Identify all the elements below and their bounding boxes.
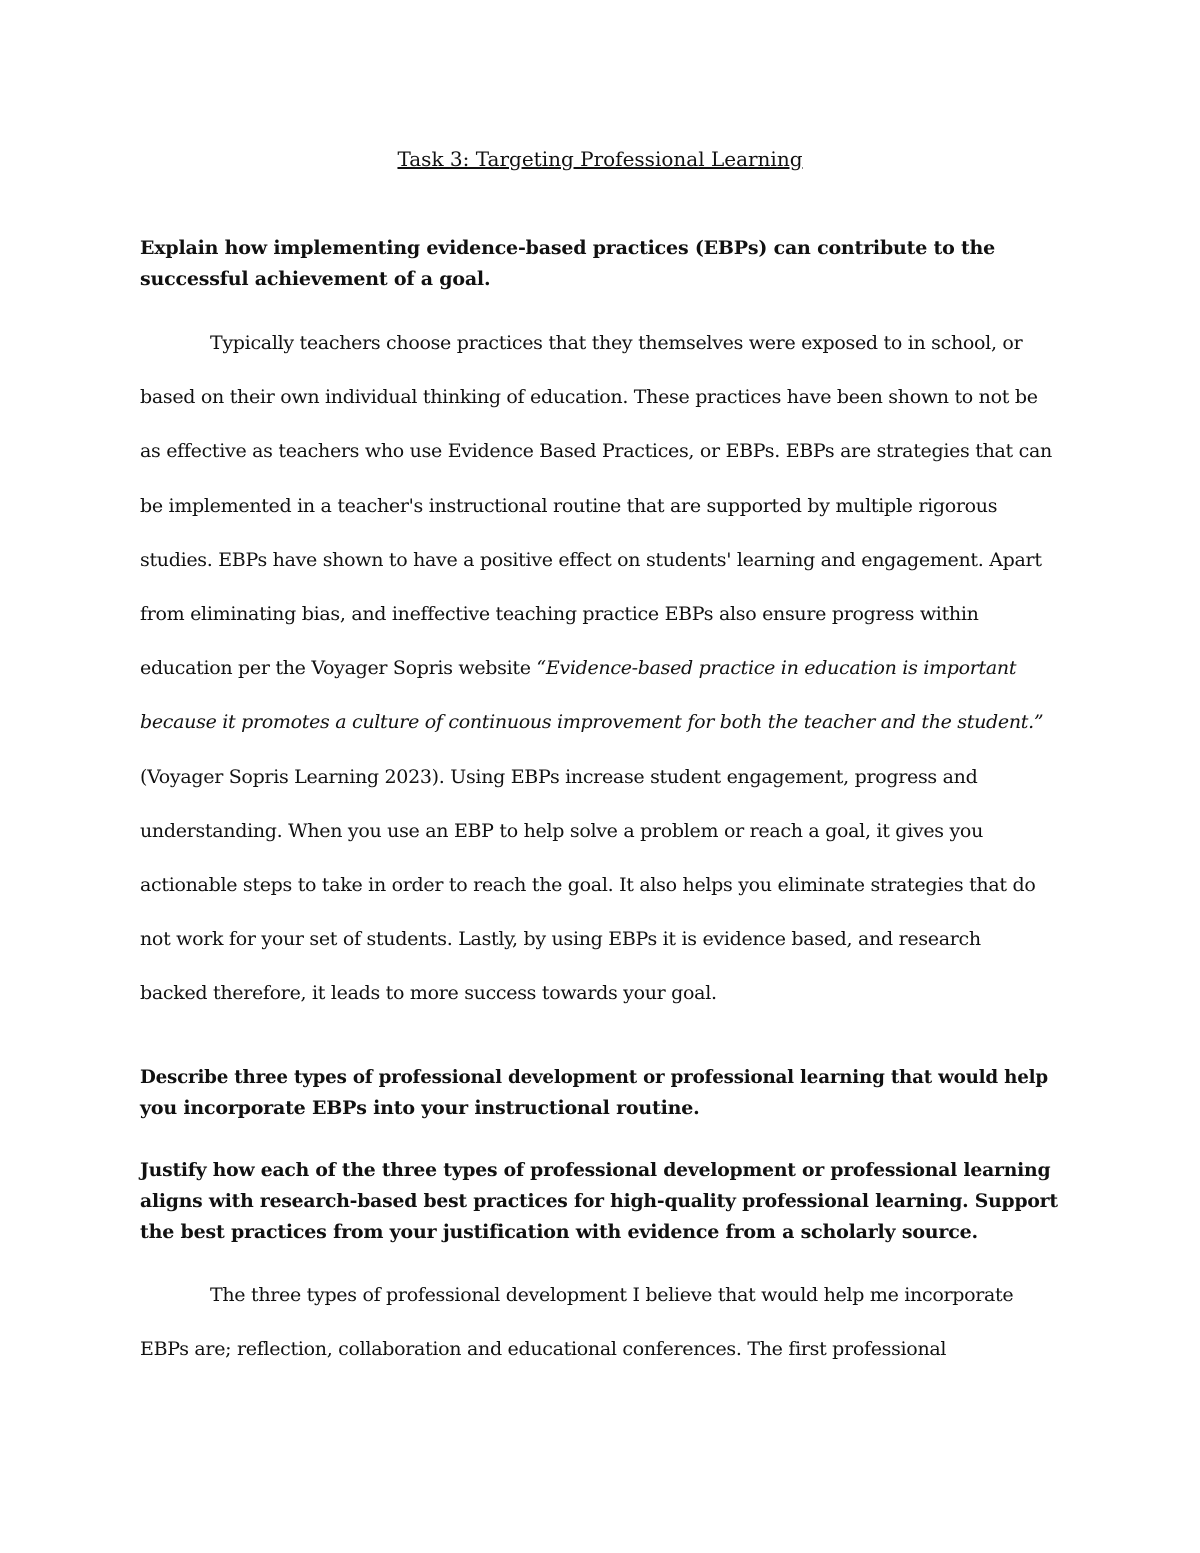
paragraph-1-line-4: be implemented in a teacher's instructional routine that are supported by multiple rigorous (140, 494, 998, 517)
document-title: Task 3: Targeting Professional Learning (397, 147, 803, 171)
question-1-line-1: Explain how implementing evidence-based practices (EBPs) can contribute to the (140, 237, 996, 259)
answer-paragraph-1 (140, 316, 1060, 1021)
paragraph-1-line-6: from eliminating bias, and ineffective teaching practice EBPs also ensure progress within (140, 603, 979, 626)
question-3-line-1: Justify how each of the three types of professional development or professional learning (140, 1159, 1051, 1181)
question-3-line-3: the best practices from your justification with evidence from a scholarly source. (140, 1221, 978, 1243)
question-1 (140, 233, 1060, 295)
paragraph-1-line-7 (140, 641, 1060, 695)
question-2 (140, 1062, 1060, 1124)
paragraph-1-line-3: as effective as teachers who use Evidence Based Practices, or EBPs. EBPs are strategies that can (140, 440, 1052, 463)
paragraph-1-line-9: (Voyager Sopris Learning 2023). Using EBPs increase student engagement, progress and (140, 765, 978, 788)
paragraph-2-line-1 (140, 1268, 1060, 1322)
question-3 (140, 1155, 1060, 1248)
question-3-line-2: aligns with research-based best practices for high-quality professional learning. Support (140, 1190, 1058, 1212)
paragraph-1-line-2: based on their own individual thinking of education. These practices have been shown to not be (140, 386, 1038, 409)
quote-line-1: “Evidence-based practice in education is important (536, 657, 1017, 680)
paragraph-1-line-5: studies. EBPs have shown to have a positive effect on students' learning and engagement. Apart (140, 548, 1042, 571)
paragraph-2-line-2: EBPs are; reflection, collaboration and educational conferences. The first professional (140, 1338, 947, 1361)
paragraph-1-line-11: actionable steps to take in order to reach the goal. It also helps you eliminate strategies that do (140, 874, 1036, 897)
paragraph-1-line-12: not work for your set of students. Lastly, by using EBPs it is evidence based, and research (140, 928, 981, 951)
paragraph-1-line-10: understanding. When you use an EBP to help solve a problem or reach a goal, it gives you (140, 819, 983, 842)
paragraph-1-line-1-text: Typically teachers choose practices that they themselves were exposed to in school, or (210, 332, 1023, 354)
paragraph-1-line-1 (140, 316, 1060, 370)
paragraph-2-line-1-text: The three types of professional development I believe that would help me incorporate (210, 1284, 1014, 1306)
paragraph-1-line-13: backed therefore, it leads to more success towards your goal. (140, 982, 717, 1005)
answer-paragraph-2 (140, 1268, 1060, 1376)
question-2-line-2: you incorporate EBPs into your instructional routine. (140, 1097, 700, 1119)
question-1-line-2: successful achievement of a goal. (140, 268, 491, 290)
paragraph-1-line-7-plain: education per the Voyager Sopris website (140, 657, 537, 680)
quote-line-2: because it promotes a culture of continuous improvement for both the teacher and the student.” (140, 711, 1044, 734)
question-2-line-1: Describe three types of professional development or professional learning that would help (140, 1067, 1048, 1088)
